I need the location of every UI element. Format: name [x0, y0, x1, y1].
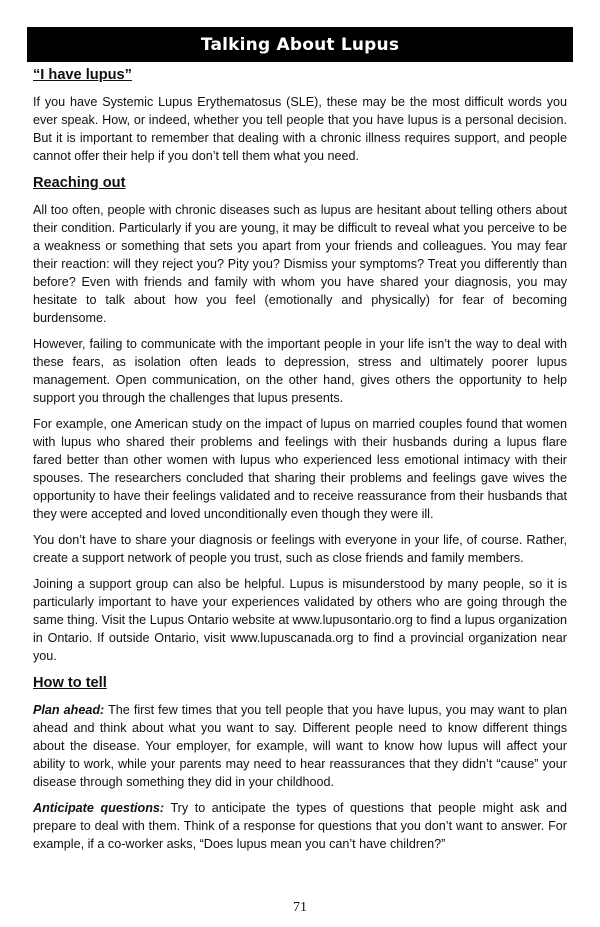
page-number: 71 [293, 900, 307, 915]
paragraph: All too often, people with chronic diseases such as lupus are hesitant about telling others about their condition. Particularly if you are young, it may be difficult to reveal what you perceive to be a weakness or something that sets you apart from your friends and colleagues. You may fear their reaction: will they reject you? Pity you? Dismiss your symptoms? Treat you differently than before? Even with friends and family with whom you have shared your diagnosis, you may hesitate to talk about how you feel (emotionally and physically) for fear of becoming burdensome. [33, 203, 567, 325]
section-reaching-out [33, 173, 567, 665]
paragraph: However, failing to communicate with the important people in your life isn’t the way to deal with these fears, as isolation often leads to depression, stress and ultimately poorer lupus management. Open communication, on the other hand, gives others the opportunity to help support you through the challenges that lupus presents. [33, 337, 567, 405]
tip-text: The first few times that you tell people that you have lupus, you may want to plan ahead and think about what you want to say. Different people need to know different things about the disease. Your employer, for example, will want to know how lupus will affect your ability to work, while your parents may need to hear reassurances that they didn’t “cause” your disease through something they did in your childhood. [33, 703, 567, 789]
section-heading: How to tell [33, 675, 107, 691]
page-title-banner [27, 27, 573, 62]
paragraph: You don’t have to share your diagnosis or feelings with everyone in your life, of course. Rather, create a support network of people you trust, such as close friends and family members. [33, 533, 567, 565]
tip-paragraph [33, 799, 567, 853]
paragraph: Joining a support group can also be helpful. Lupus is misunderstood by many people, so it is particularly important to have your experiences validated by others who are going through the same thing. Visit the Lupus Ontario website at www.lupusontario.org to find a lupus organization in Ontario. If outside Ontario, visit www.lupuscanada.org to find a provincial organization near you. [33, 577, 567, 663]
paragraph: For example, one American study on the impact of lupus on married couples found that women with lupus who shared their problems and feelings with their husbands during a lupus flare fared better than other women with lupus who experienced less emotional intimacy with their spouses. The researchers concluded that sharing their problems and feelings gave wives the opportunity to have their feelings validated and to receive reassurance from their husbands that they were accepted and loved unconditionally even though they were ill. [33, 417, 567, 521]
paragraph: If you have Systemic Lupus Erythematosus (SLE), these may be the most difficult words you ever speak. How, or indeed, whether you tell people that you have lupus is a personal decision. But it is important to remember that dealing with a chronic illness requires support, and people cannot offer their help if you don’t tell them what you need. [33, 95, 567, 163]
tip-lead: Anticipate questions: [33, 801, 165, 815]
tip-paragraph [33, 701, 567, 791]
page-title: Talking About Lupus [200, 34, 400, 55]
document-body [33, 65, 567, 861]
section-how-to-tell [33, 673, 567, 853]
tip-text: Try to anticipate the types of questions that people might ask and prepare to deal with them. Think of a response for questions that you don’t want to answer. For example, if a co-worker asks, “Does lupus mean you can’t have children?” [33, 801, 567, 851]
tip-lead: Plan ahead: [33, 703, 105, 717]
section-i-have-lupus [33, 65, 567, 165]
section-heading: Reaching out [33, 175, 126, 191]
section-heading: “I have lupus” [33, 67, 132, 83]
